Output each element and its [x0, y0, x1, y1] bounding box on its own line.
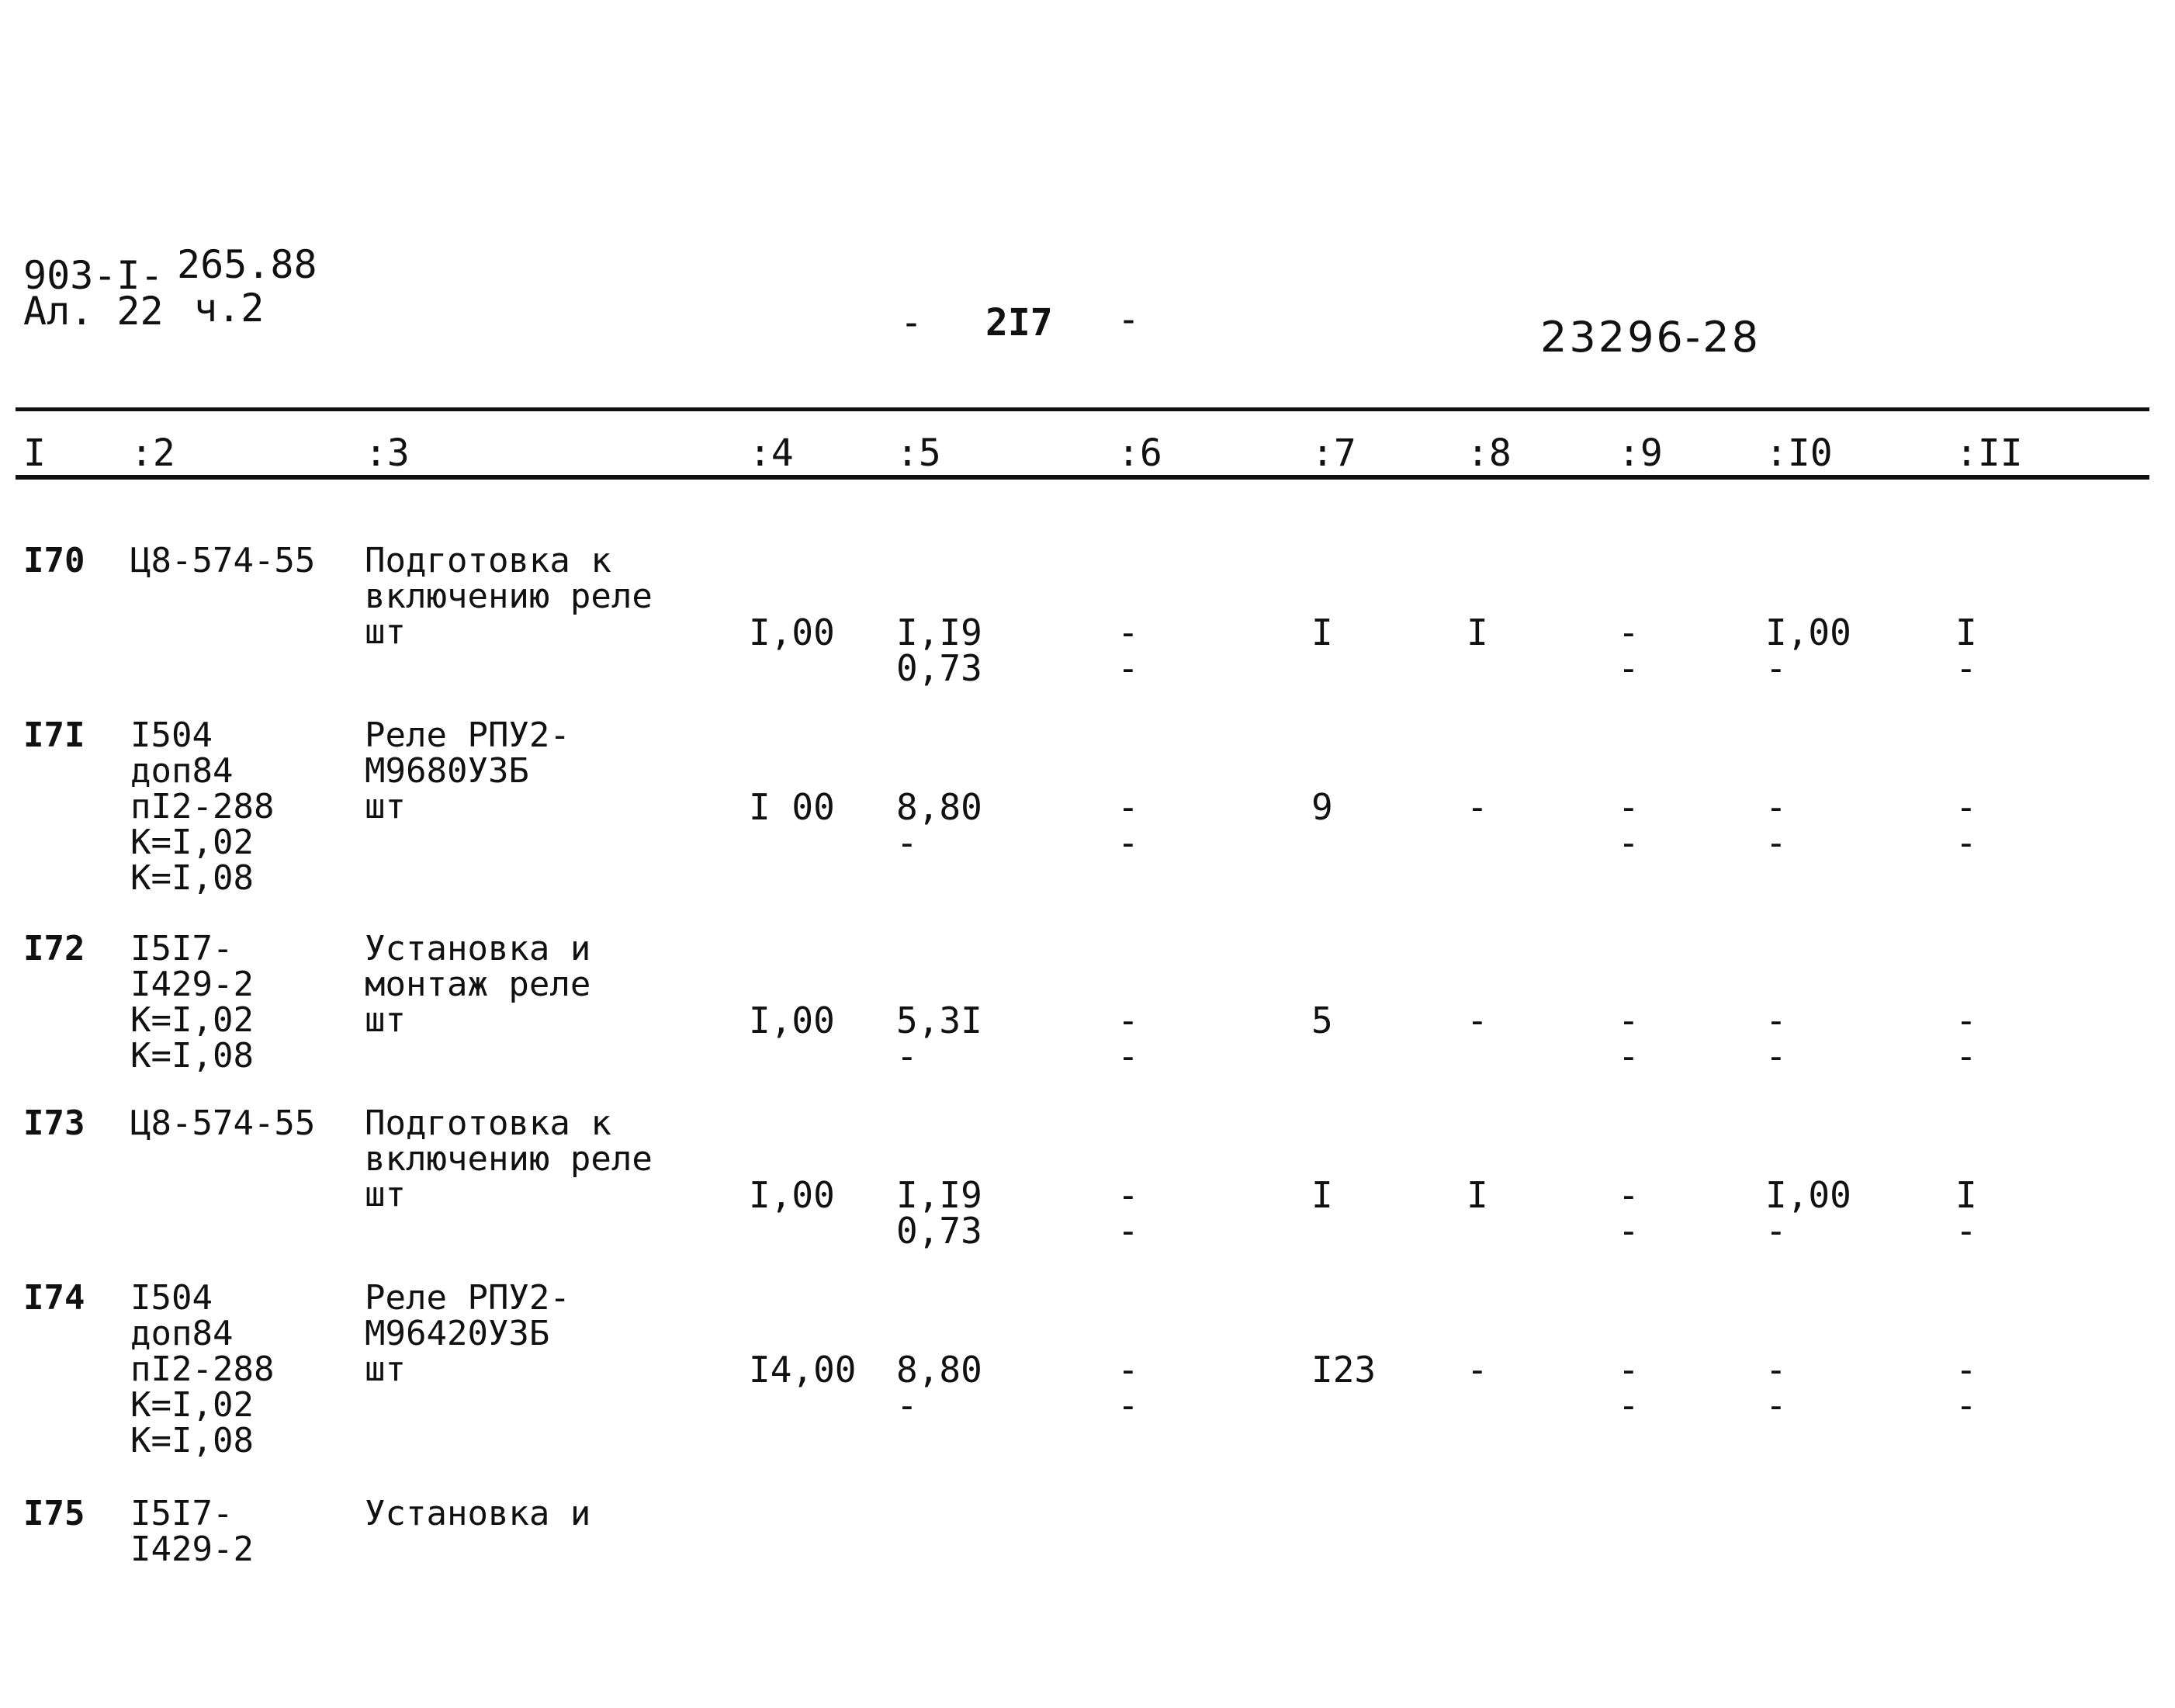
value-c7	[1311, 1349, 1377, 1391]
page-number: 2I7	[985, 301, 1053, 345]
value-c4-line: I,00	[749, 611, 835, 653]
value-c4-line: I4,00	[749, 1349, 857, 1391]
work-description	[365, 1103, 653, 1214]
part-label: ч.2	[194, 286, 265, 331]
value-c5-line: -	[896, 822, 918, 864]
value-c4	[749, 1349, 857, 1391]
column-number: :6	[1117, 431, 1162, 475]
value-c7-line: 5	[1311, 1000, 1333, 1041]
value-c10-line: I,00	[1765, 1174, 1851, 1216]
work-description-line: шт	[365, 787, 406, 826]
column-number: :I0	[1765, 431, 1833, 475]
value-c9-line: -	[1618, 647, 1640, 689]
value-c5-line: 0,73	[896, 1210, 982, 1252]
rate-code-line: доп84	[130, 751, 234, 791]
doc-number: 265.88	[177, 242, 317, 287]
value-c4-line: I,00	[749, 1000, 835, 1041]
column-number: :3	[365, 431, 410, 475]
column-number: :4	[749, 431, 794, 475]
value-c9-line: -	[1618, 1035, 1640, 1077]
value-c10	[1765, 786, 1787, 864]
value-c5-line: -	[896, 1035, 918, 1077]
doc-code: 903-I-	[23, 253, 164, 298]
value-c4-line: I,00	[749, 1174, 835, 1216]
value-c7-line: I	[1311, 611, 1333, 653]
value-c7	[1311, 611, 1333, 653]
value-c4	[749, 1000, 835, 1041]
rate-code-line: доп84	[130, 1314, 234, 1353]
work-description-line: Реле РПУ2-	[365, 715, 570, 755]
value-c5-line: 5,3I	[896, 1000, 982, 1041]
value-c5	[896, 1349, 982, 1426]
work-description-line: Подготовка к	[365, 1103, 611, 1143]
work-description-line: Подготовка к	[365, 541, 611, 580]
value-c4	[749, 1174, 835, 1216]
value-c6-line: -	[1117, 786, 1139, 828]
value-c11	[1955, 1349, 1977, 1426]
rate-code-line: Ц8-574-55	[130, 541, 316, 580]
value-c9-line: -	[1618, 1349, 1640, 1391]
rate-code-line: I5I7-	[130, 1494, 234, 1533]
value-c6-line: -	[1117, 1000, 1139, 1041]
value-c11-line: -	[1955, 1000, 1977, 1041]
work-description-line: Реле РПУ2-	[365, 1278, 570, 1318]
row-number: I75	[23, 1494, 85, 1533]
work-description-line: шт	[365, 1000, 406, 1040]
value-c10-line: -	[1765, 647, 1787, 689]
work-description-line: монтаж реле	[365, 965, 591, 1004]
value-c7	[1311, 1000, 1333, 1041]
column-number: :II	[1955, 431, 2023, 475]
value-c8-line: I	[1467, 611, 1488, 653]
value-c5-line: I,I9	[896, 1174, 982, 1216]
rate-code	[130, 1103, 316, 1143]
work-description	[365, 715, 570, 826]
work-description-line: включению реле	[365, 1139, 653, 1179]
value-c6-line: -	[1117, 611, 1139, 653]
work-description	[365, 1496, 591, 1532]
work-description-line: М96420УЗБ	[365, 1314, 550, 1353]
value-c9	[1618, 1000, 1640, 1077]
value-c6	[1117, 1174, 1139, 1252]
value-c6-line: -	[1117, 1210, 1139, 1252]
value-c8-line: I	[1467, 1174, 1488, 1216]
value-c5	[896, 1174, 982, 1252]
value-c8-line: -	[1467, 1349, 1488, 1391]
work-description-line: М9680УЗБ	[365, 751, 529, 791]
rate-code	[130, 1280, 274, 1459]
value-c4	[749, 611, 835, 653]
value-c11	[1955, 611, 1977, 689]
column-number: :5	[896, 431, 941, 475]
value-c6-line: -	[1117, 1035, 1139, 1077]
value-c11	[1955, 1174, 1977, 1252]
work-description	[365, 1280, 570, 1388]
value-c8	[1467, 786, 1488, 828]
rate-code-line: К=I,02	[130, 1385, 254, 1425]
rate-code-line: К=I,02	[130, 823, 254, 862]
rate-code	[130, 1496, 254, 1568]
value-c9	[1618, 611, 1640, 689]
value-c8-line: -	[1467, 1000, 1488, 1041]
column-number: :9	[1618, 431, 1663, 475]
top-rule	[16, 407, 2149, 411]
value-c5	[896, 786, 982, 864]
column-number: :8	[1467, 431, 1512, 475]
work-description-line: шт	[365, 612, 406, 652]
value-c9-line: -	[1618, 1384, 1640, 1426]
rate-code	[130, 931, 254, 1074]
value-c9-line: -	[1618, 1000, 1640, 1041]
value-c9-line: -	[1618, 1210, 1640, 1252]
value-c7-line: 9	[1311, 786, 1333, 828]
row-number: I7I	[23, 715, 85, 755]
value-c4	[749, 786, 835, 828]
value-c7	[1311, 786, 1333, 828]
value-c6-line: -	[1117, 647, 1139, 689]
value-c10-line: -	[1765, 1349, 1787, 1391]
value-c5	[896, 1000, 982, 1077]
value-c9	[1618, 1349, 1640, 1426]
work-description-line: шт	[365, 1175, 406, 1214]
value-c7	[1311, 1174, 1333, 1216]
rate-code-line: К=I,08	[130, 1036, 254, 1076]
value-c6-line: -	[1117, 1349, 1139, 1391]
value-c9-line: -	[1618, 1174, 1640, 1216]
rate-code-line: I504	[130, 715, 213, 755]
page-dash-right: -	[1117, 298, 1140, 341]
rate-code	[130, 543, 315, 579]
rate-code-line: I429-2	[130, 965, 254, 1004]
value-c11-line: -	[1955, 786, 1977, 828]
rate-code-line: I429-2	[130, 1530, 254, 1569]
value-c11-line: -	[1955, 1349, 1977, 1391]
work-description-line: Установка и	[365, 929, 591, 968]
value-c10-line: -	[1765, 1210, 1787, 1252]
work-description-line: включению реле	[365, 577, 653, 616]
value-c11-line: -	[1955, 1210, 1977, 1252]
value-c10	[1765, 611, 1851, 689]
work-description-line: шт	[365, 1349, 406, 1389]
value-c10	[1765, 1349, 1787, 1426]
value-c10-line: I,00	[1765, 611, 1851, 653]
value-c5-line: 8,80	[896, 1349, 982, 1391]
rate-code-line: К=I,02	[130, 1000, 254, 1040]
value-c10-line: -	[1765, 1035, 1787, 1077]
work-description-line: Установка и	[365, 1494, 591, 1533]
value-c8	[1467, 1174, 1488, 1216]
value-c8	[1467, 611, 1488, 653]
value-c5-line: I,I9	[896, 611, 982, 653]
rate-code-line: пI2-288	[130, 1349, 275, 1389]
value-c6-line: -	[1117, 1384, 1139, 1426]
sheet-label: Ал. 22	[23, 289, 164, 334]
value-c11-line: -	[1955, 1384, 1977, 1426]
value-c6	[1117, 786, 1139, 864]
value-c8	[1467, 1000, 1488, 1041]
value-c9-line: -	[1618, 786, 1640, 828]
rate-code-line: I504	[130, 1278, 213, 1318]
value-c5	[896, 611, 982, 689]
value-c11	[1955, 786, 1977, 864]
value-c10-line: -	[1765, 822, 1787, 864]
value-c5-line: -	[896, 1384, 918, 1426]
value-c11-line: -	[1955, 1035, 1977, 1077]
rate-code	[130, 715, 275, 898]
value-c6	[1117, 611, 1139, 689]
work-description	[365, 931, 591, 1038]
row-number: I70	[23, 541, 85, 580]
row-number: I74	[23, 1278, 85, 1318]
page-dash-left: -	[900, 301, 923, 345]
value-c6-line: -	[1117, 822, 1139, 864]
row-number: I72	[23, 929, 85, 968]
value-c6-line: -	[1117, 1174, 1139, 1216]
row-number: I73	[23, 1103, 85, 1143]
rate-code-line: I5I7-	[130, 929, 234, 968]
value-c7-line: I	[1311, 1174, 1333, 1216]
value-c4-line: I 00	[749, 786, 835, 828]
value-c10-line: -	[1765, 1000, 1787, 1041]
value-c7-line: I23	[1311, 1349, 1377, 1391]
value-c8	[1467, 1349, 1488, 1391]
archive-stamp: 23296-28	[1540, 313, 1761, 362]
value-c11	[1955, 1000, 1977, 1077]
value-c9	[1618, 786, 1640, 864]
column-number: I	[23, 431, 46, 475]
value-c10-line: -	[1765, 1384, 1787, 1426]
value-c5-line: 8,80	[896, 786, 982, 828]
value-c9	[1618, 1174, 1640, 1252]
rate-code-line: пI2-288	[130, 787, 275, 826]
value-c10-line: -	[1765, 786, 1787, 828]
value-c5-line: 0,73	[896, 647, 982, 689]
value-c10	[1765, 1174, 1851, 1252]
column-number: :7	[1311, 431, 1356, 475]
value-c11-line: I	[1955, 1174, 1977, 1216]
value-c11-line: -	[1955, 822, 1977, 864]
rate-code-line: К=I,08	[130, 858, 254, 898]
value-c9-line: -	[1618, 611, 1640, 653]
value-c11-line: I	[1955, 611, 1977, 653]
value-c6	[1117, 1349, 1139, 1426]
rate-code-line: К=I,08	[130, 1421, 254, 1460]
value-c11-line: -	[1955, 647, 1977, 689]
column-number: :2	[130, 431, 175, 475]
work-description	[365, 543, 653, 650]
rate-code-line: Ц8-574-55	[130, 1103, 316, 1143]
value-c9-line: -	[1618, 822, 1640, 864]
value-c6	[1117, 1000, 1139, 1077]
header-rule	[16, 475, 2149, 480]
value-c8-line: -	[1467, 786, 1488, 828]
value-c10	[1765, 1000, 1787, 1077]
